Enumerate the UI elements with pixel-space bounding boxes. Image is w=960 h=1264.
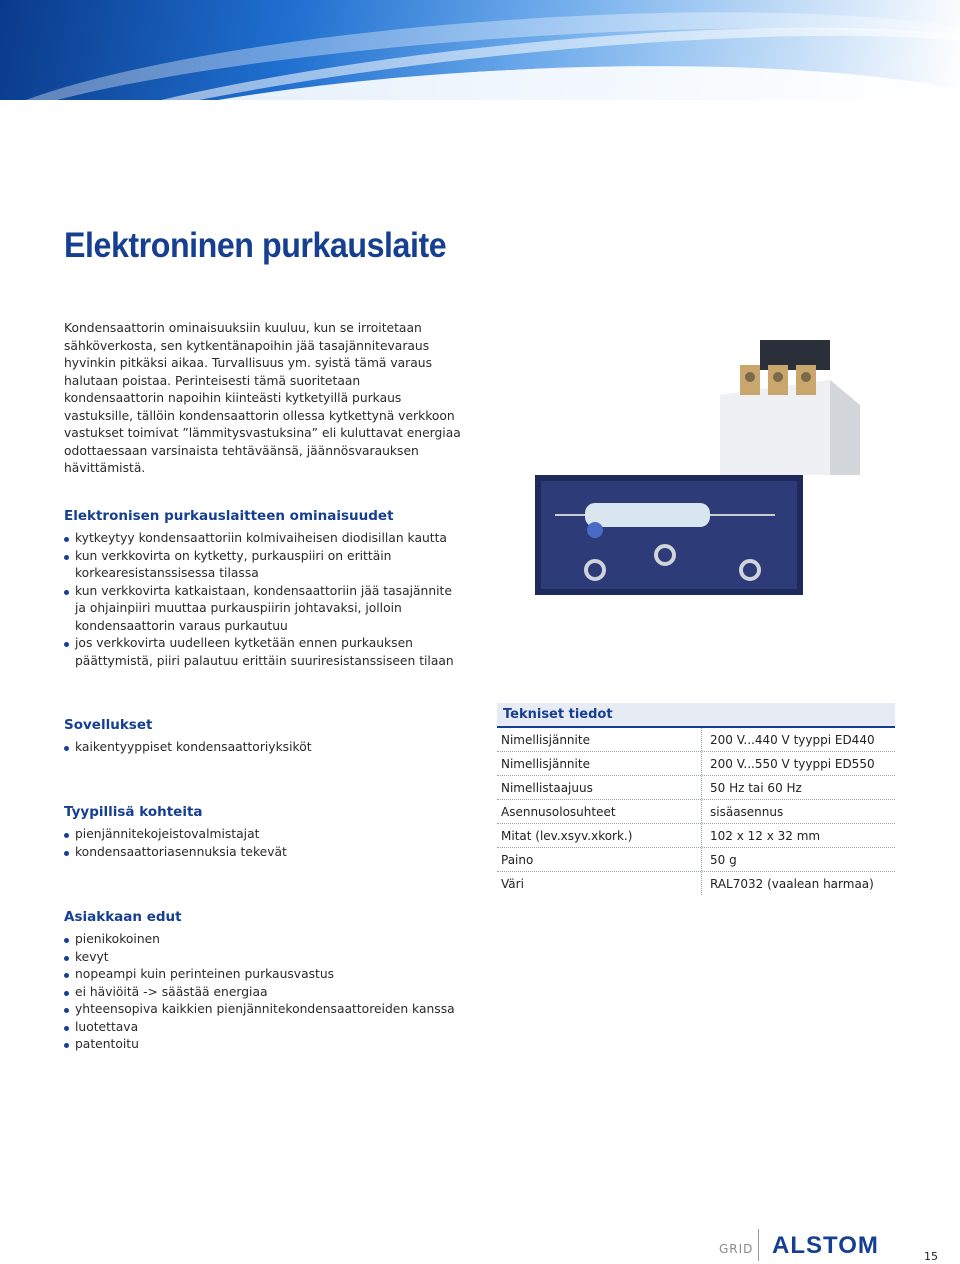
list-item: kondensaattoriasennuksia tekevät xyxy=(64,844,464,862)
spec-value: 200 V...550 V tyyppi ED550 xyxy=(701,752,895,775)
grid-label: GRID xyxy=(719,1242,754,1256)
spec-value: 102 x 12 x 32 mm xyxy=(701,824,895,847)
header-decoration xyxy=(0,0,960,100)
spec-table-title: Tekniset tiedot xyxy=(497,703,895,728)
page-title: Elektroninen purkauslaite xyxy=(64,226,447,265)
table-row xyxy=(497,800,895,824)
targets-list xyxy=(64,826,464,861)
list-item: kevyt xyxy=(64,949,464,967)
spec-value: 50 g xyxy=(701,848,895,871)
spec-key: Mitat (lev.xsyv.xkork.) xyxy=(501,828,633,843)
table-row xyxy=(497,848,895,872)
spec-key: Asennusolosuhteet xyxy=(501,804,616,819)
intro-paragraph: Kondensaattorin ominaisuuksiin kuuluu, kun se irroitetaan sähköverkosta, sen kytkentänapoihin jää tasajännitevaraus hyvinkin pitkäksi aikaa. Turvallisuus ym. syistä tämä varaus halutaan poistaa. Perinteisesti tämä suoritetaan kondensaattorin napoihin kiinteästi kytketyillä purkaus vastuksille, tällöin kondensaattorin ollessa kytkettynä verkkoon vastukset toimivat ”lämmitysvastuksina” eli kuluttavat energiaa odottaessaan varsinaista tehtäväänsä, jäännösvarauksen hävittämistä. xyxy=(64,321,461,475)
applications-title: Sovellukset xyxy=(64,717,153,733)
product-image-enclosure xyxy=(700,335,870,475)
list-item: yhteensopiva kaikkien pienjännitekondensaattoreiden kanssa xyxy=(64,1001,464,1019)
list-item: pienjännitekojeistovalmistajat xyxy=(64,826,464,844)
spec-key: Väri xyxy=(501,876,524,891)
targets-title: Tyypillisä kohteita xyxy=(64,804,203,820)
spec-table xyxy=(497,703,895,895)
table-row xyxy=(497,824,895,848)
benefits-list xyxy=(64,931,464,1054)
list-item: ei häviöitä -> säästää energiaa xyxy=(64,984,464,1002)
table-row xyxy=(497,872,895,895)
list-item: luotettava xyxy=(64,1019,464,1037)
applications-list xyxy=(64,739,464,757)
product-image-discharge-device xyxy=(535,475,803,595)
spec-value: RAL7032 (vaalean harmaa) xyxy=(701,872,895,895)
list-item: kytkeytyy kondensaattoriin kolmivaiheisen diodisillan kautta xyxy=(64,530,464,548)
spec-value: sisäasennus xyxy=(701,800,895,823)
spec-key: Nimellistaajuus xyxy=(501,780,593,795)
list-item: kaikentyyppiset kondensaattoriyksiköt xyxy=(64,739,464,757)
table-row xyxy=(497,776,895,800)
table-row xyxy=(497,728,895,752)
list-item: nopeampi kuin perinteinen purkausvastus xyxy=(64,966,464,984)
spec-key: Nimellisjännite xyxy=(501,732,590,747)
features-list xyxy=(64,530,464,670)
list-item: jos verkkovirta uudelleen kytketään ennen purkauksen päättymistä, piiri palautuu erittäin suuriresistanssiseen tilaan xyxy=(64,635,464,670)
spec-key: Nimellisjännite xyxy=(501,756,590,771)
alstom-logo: ALSTOM xyxy=(772,1232,879,1259)
benefits-title: Asiakkaan edut xyxy=(64,909,182,925)
spec-key: Paino xyxy=(501,852,534,867)
list-item: kun verkkovirta katkaistaan, kondensaattoriin jää tasajännite ja ohjainpiiri muuttaa purkauspiirin johtavaksi, jolloin kondensaattorin varaus purkautuu xyxy=(64,583,464,636)
list-item: pienikokoinen xyxy=(64,931,464,949)
page-number: 15 xyxy=(924,1250,938,1263)
features-title: Elektronisen purkauslaitteen ominaisuudet xyxy=(64,508,394,524)
spec-value: 200 V...440 V tyyppi ED440 xyxy=(701,728,895,751)
footer-divider xyxy=(758,1229,759,1261)
table-row xyxy=(497,752,895,776)
list-item: patentoitu xyxy=(64,1036,464,1054)
spec-value: 50 Hz tai 60 Hz xyxy=(701,776,895,799)
list-item: kun verkkovirta on kytketty, purkauspiiri on erittäin korkearesistanssisessa tilassa xyxy=(64,548,464,583)
